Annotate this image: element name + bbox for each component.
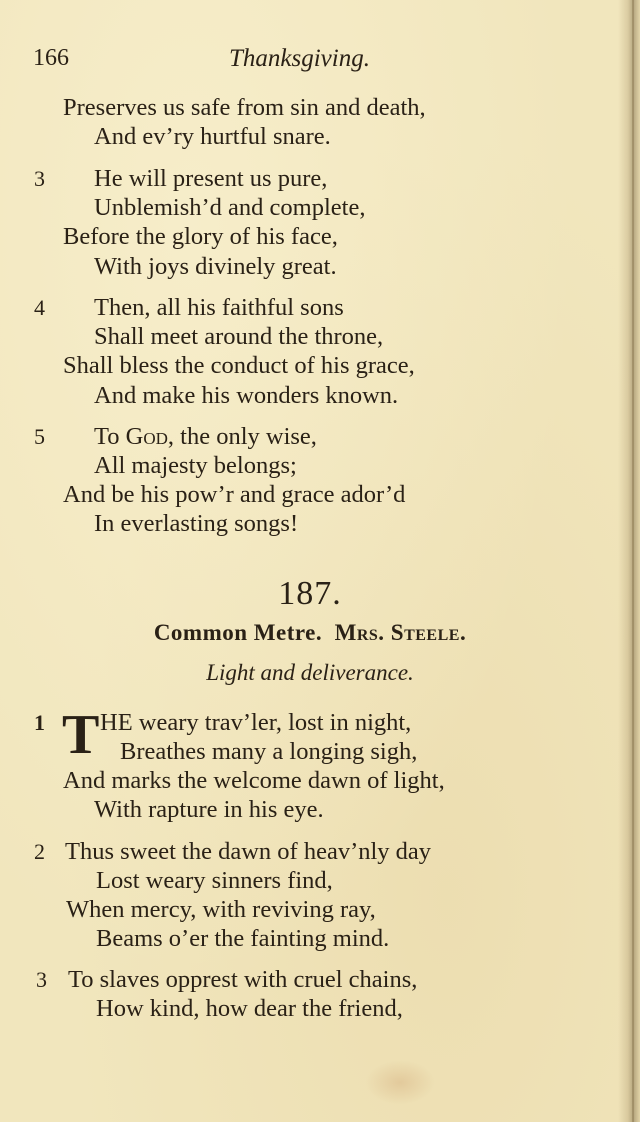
hymn-line: HE weary trav’ler, lost in night, [100, 709, 412, 736]
hymn-line: And be his pow’r and grace ador’d [63, 481, 406, 508]
hymn-meta [0, 620, 620, 646]
verse-number: 4 [34, 295, 45, 320]
hymn-line-text: To [94, 423, 126, 450]
verse-number: 5 [34, 424, 45, 449]
hymn-line: And marks the welcome dawn of light, [63, 767, 445, 794]
hymn-line: And make his wonders known. [94, 382, 399, 409]
hymn-line: All majesty belongs; [94, 452, 297, 479]
hymn-line: Shall meet around the throne, [94, 323, 384, 350]
hymn-number: 187. [278, 575, 342, 612]
drop-cap: T [62, 704, 100, 766]
hymn-line: Preserves us safe from sin and death, [63, 94, 426, 121]
page-header [33, 45, 533, 77]
verse-number: 3 [34, 166, 45, 191]
hymn-line: With joys divinely great. [94, 253, 337, 280]
hymn-line: In everlasting songs! [94, 510, 299, 537]
hymn-line: With rapture in his eye. [94, 796, 324, 823]
hymn-line-text: , the only wise, [167, 423, 317, 450]
hymn-author: Mrs. Steele. [334, 620, 467, 645]
hymn-line: He will present us pure, [94, 165, 328, 192]
paper-stain [365, 1060, 435, 1105]
hymn-line: Unblemish’d and complete, [94, 194, 366, 221]
hymn-line: Breathes many a longing sigh, [120, 738, 418, 765]
page-edge-line [632, 0, 634, 1122]
verse-number: 3 [36, 967, 47, 992]
hymn-subtitle: Light and deliverance. [206, 660, 414, 685]
small-caps-word: God [125, 423, 168, 450]
hymn-meter: Common Metre. [153, 620, 323, 645]
hymn-line: How kind, how dear the friend, [96, 995, 403, 1022]
hymn-line: Lost weary sinners find, [96, 867, 333, 894]
running-title: Thanksgiving. [229, 45, 370, 72]
hymn-line: And ev’ry hurtful snare. [94, 123, 331, 150]
hymn-line: Shall bless the conduct of his grace, [63, 352, 415, 379]
hymn-line: Beams o’er the fainting mind. [96, 925, 390, 952]
hymn-line: Before the glory of his face, [63, 223, 338, 250]
verse-number: 1 [34, 710, 45, 735]
page-number: 166 [33, 45, 69, 71]
hymn-line: When mercy, with reviving ray, [66, 896, 376, 923]
hymn-line: Thus sweet the dawn of heav’nly day [65, 838, 432, 865]
hymn-line [94, 422, 317, 452]
hymn-line: Then, all his faithful sons [94, 294, 344, 321]
page-edge-shadow [618, 0, 640, 1122]
verse-number: 2 [34, 839, 45, 864]
hymn-line: To slaves opprest with cruel chains, [68, 966, 418, 993]
